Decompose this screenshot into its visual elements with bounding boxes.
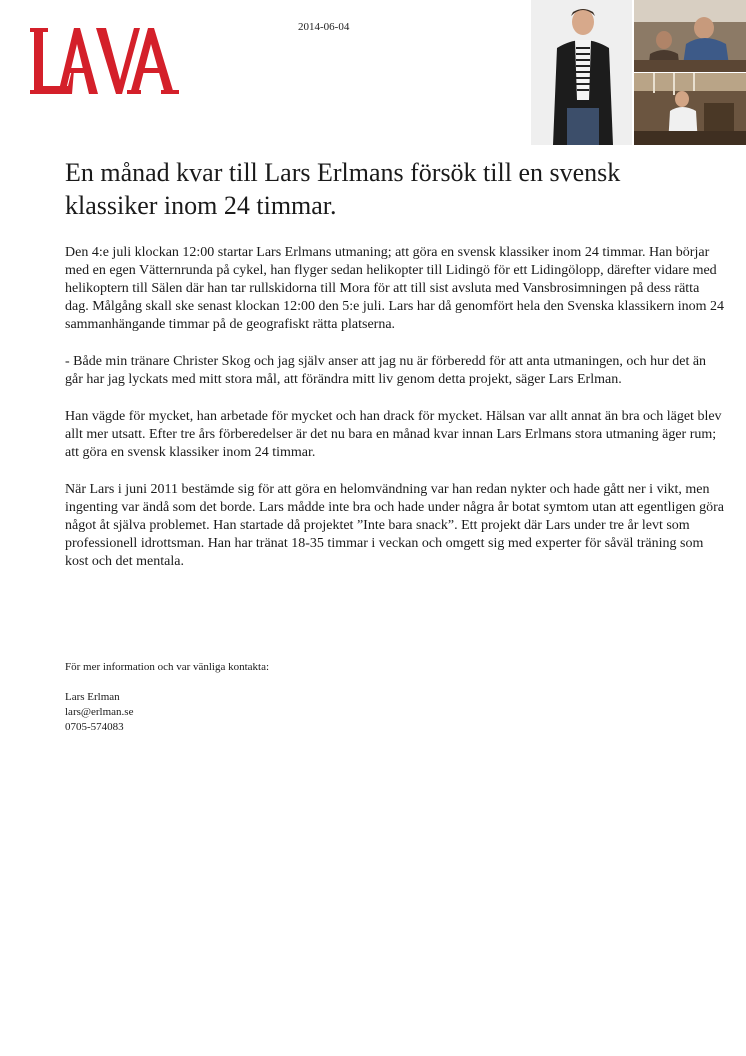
contact-name: Lars Erlman [65, 691, 120, 703]
paragraph: När Lars i juni 2011 bestämde sig för att göra en helomvändning var han redan nykter och hade gått ner i vikt, men ingenting var ändå som det borde. Lars mådde inte bra och hade under några år botat symtom utan att egentligen göra något åt själva problemet. Han startade då projektet ”Inte bara snack”. Ett projekt där Lars under tre år levt som professionell idrottsman. Han har tränat 18-35 timmar i veckan och omgett sig med experter för såväl träning som kost och det mentala. [65, 482, 724, 569]
lava-logo [28, 24, 184, 98]
date: 2014-06-04 [298, 21, 350, 33]
contact-phone: 0705-574083 [65, 721, 124, 733]
contact-intro: För mer information och var vänliga kontakta: [65, 661, 270, 673]
cafe-photo [634, 0, 746, 72]
paragraph: Han vägde för mycket, han arbetade för mycket och han drack för mycket. Hälsan var allt annat än bra och läget blev allt mer utsatt. Efter tre års förberedelser är det nu bara en månad kvar innan Lars Erlmans stora utmaning äger rum; att göra en svensk klassiker inom 24 timmar. [65, 409, 722, 460]
paragraph: - Både min tränare Christer Skog och jag själv anser att jag nu är förberedd för att anta utmaningen, och hur det än går har jag lyckats med mitt stora mål, att förändra mitt liv genom detta projekt, säger Lars Erlman. [65, 354, 707, 387]
photo-collage [531, 0, 746, 145]
article-body [65, 244, 725, 590]
headline: En månad kvar till Lars Erlmans försök till en svensk klassiker inom 24 timmar. [65, 158, 621, 220]
contact-block [65, 660, 269, 735]
paragraph: Den 4:e juli klockan 12:00 startar Lars Erlmans utmaning; att göra en svensk klassiker inom 24 timmar. Han börjar med en egen Vätternrunda på cykel, han flyger sedan helikopter till Lidingö för ett Lidingölopp, därefter vidare med helikoptern till Sälen där han tar rullskidorna till Mora för att till sist avsluta med Vansbrosimningen på dess rätta dag. Målgång skall ske senast klockan 12:00 den 5:e juli. Lars har då genomfört hela den Svenska klassikern inom 24 sammanhängande timmar på de geografiskt rätta platserna. [65, 245, 725, 332]
kitchen-photo [634, 73, 746, 145]
contact-email[interactable]: lars@erlman.se [65, 706, 134, 718]
portrait-photo [531, 0, 632, 145]
